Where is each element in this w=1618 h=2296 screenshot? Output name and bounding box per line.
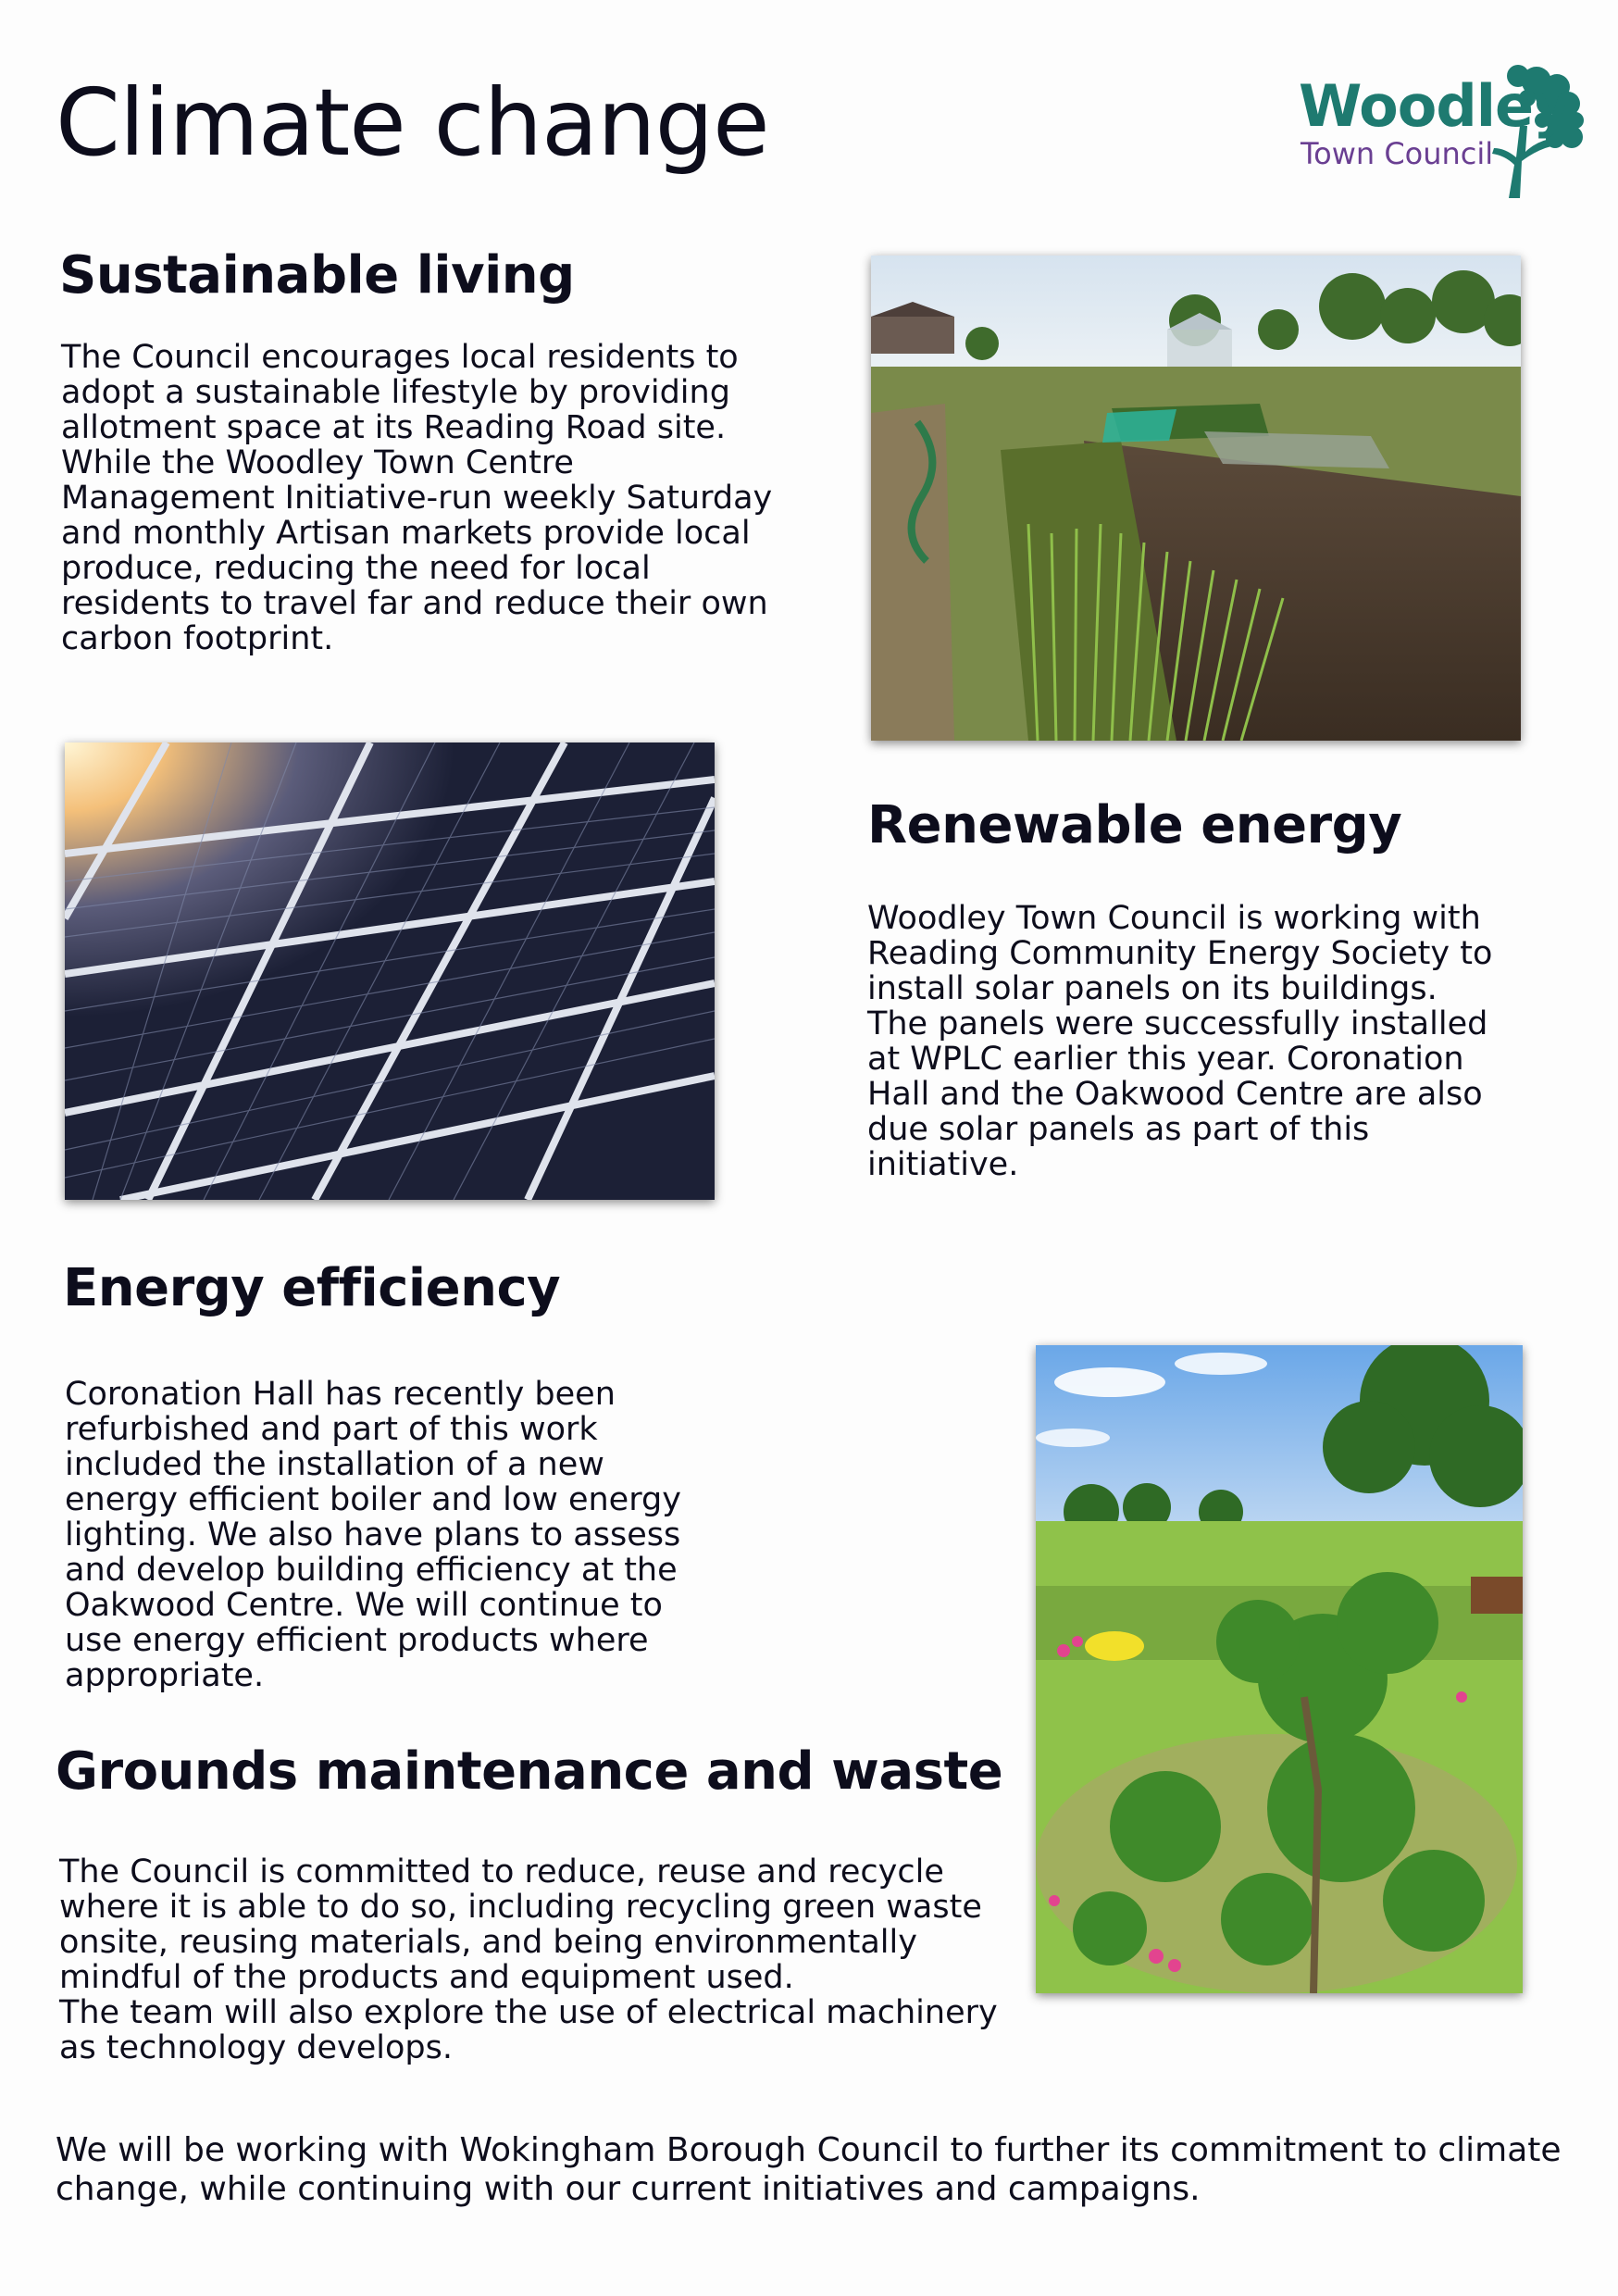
closing-statement: We will be working with Wokingham Borough Council to further its commitment to climate change, while continuing with our current initiatives and campaigns.	[56, 2131, 1562, 2208]
woodley-logo	[1291, 61, 1587, 200]
energy-efficiency-heading: Energy efficiency	[63, 1258, 561, 1318]
sustainable-living-heading: Sustainable living	[59, 245, 575, 306]
page-title: Climate change	[56, 69, 769, 177]
grounds-maintenance-body: The Council is committed to reduce, reuse and recycle where it is able to do so, including recycling green waste onsite, reusing materials, and being environmentally mindful of the products and equipment used. The team will also explore the use of electrical machinery as technology develops.	[59, 1853, 998, 2066]
grounds-maintenance-heading: Grounds maintenance and waste	[56, 1741, 1003, 1802]
garden-photo	[1036, 1345, 1523, 1993]
renewable-energy-body: Woodley Town Council is working with Reading Community Energy Society to install solar panels on its buildings. The panels were successfully installed at WPLC earlier this year. Coronation Hall and the Oakwood Centre are also due solar panels as part of this initiative.	[867, 900, 1493, 1183]
sustainable-living-body: The Council encourages local residents to adopt a sustainable lifestyle by providing allotment space at its Reading Road site. While the Woodley Town Centre Management Initiative-run weekly Saturday and monthly Artisan markets provide local produce, reducing the need for local residents to travel far and reduce their own carbon footprint.	[61, 339, 773, 657]
solar-panel-photo	[65, 742, 715, 1200]
allotment-photo	[871, 256, 1521, 741]
logo-subtitle: Town Council	[1301, 136, 1494, 171]
logo-wordmark: Woodley	[1299, 72, 1570, 140]
energy-efficiency-body: Coronation Hall has recently been refurbished and part of this work included the installation of a new energy efficient boiler and low energy lighting. We also have plans to assess and develop building efficiency at the Oakwood Centre. We will continue to use energy efficient products where appropriate.	[65, 1376, 681, 1694]
renewable-energy-heading: Renewable energy	[867, 795, 1402, 855]
